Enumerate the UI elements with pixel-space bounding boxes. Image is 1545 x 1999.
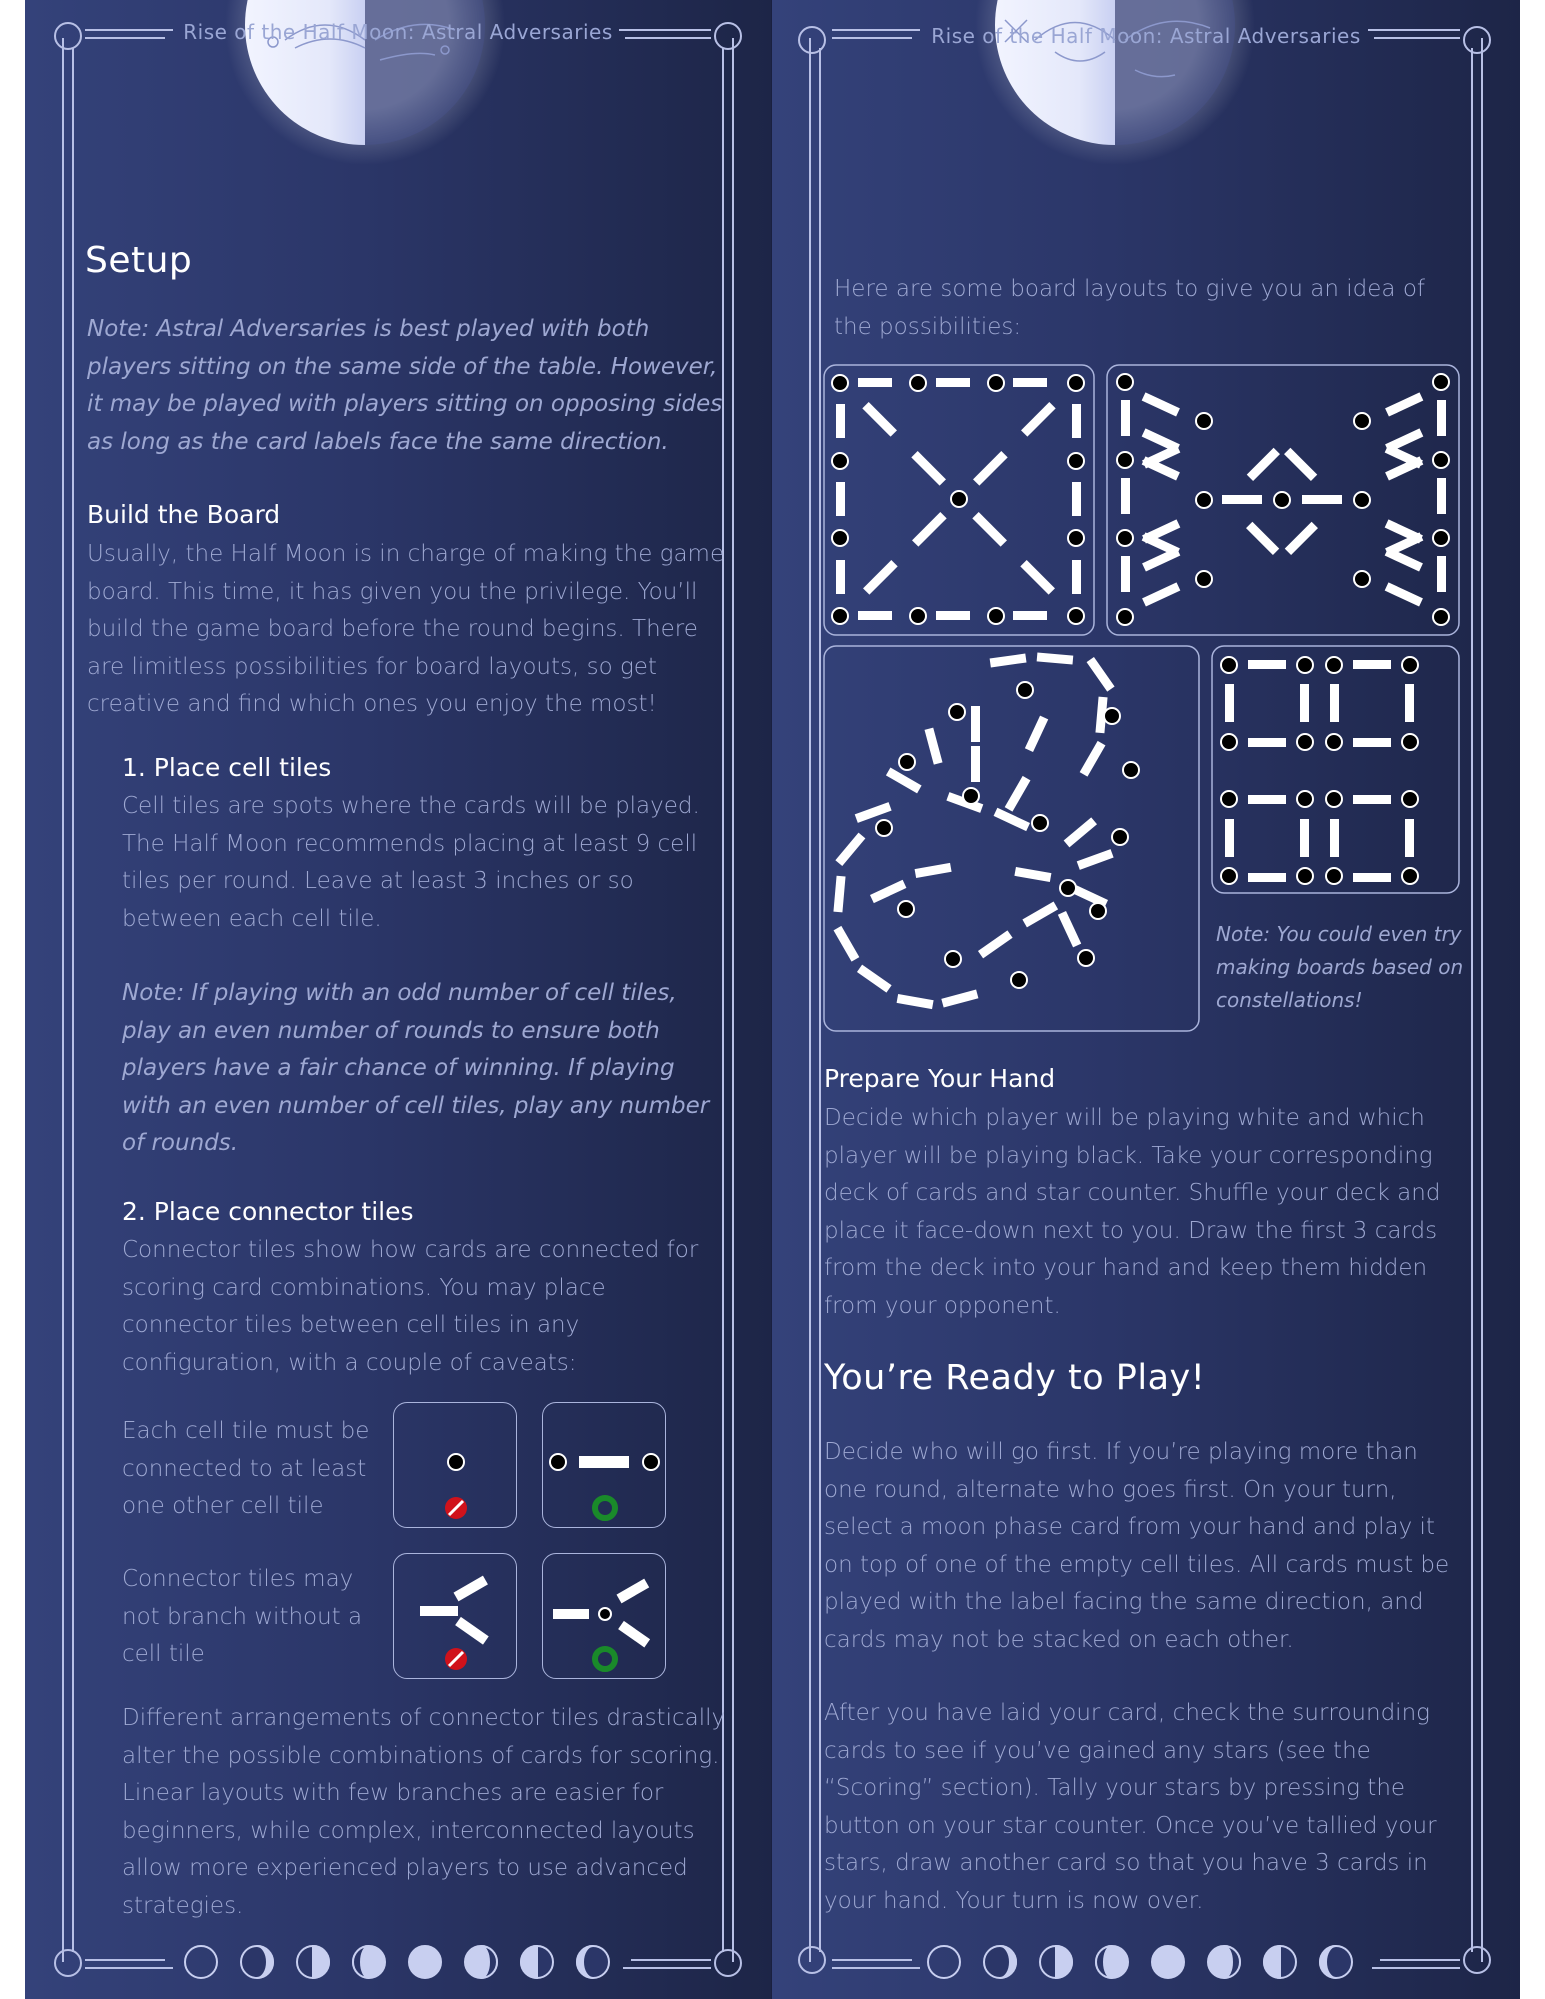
ready-to-play-text-2: After you have laid your card, check the surrounding cards to see if you’ve gained any stars (see the “Scoring” section). Tally your stars by pressing the button on your star counter. Once you’ve tallied your stars, draw another card so that you have 3 cards in your hand. Your turn is now over. xyxy=(824,1700,1437,1914)
ready-to-play-text-1: Decide who will go first. If you’re playing more than one round, alternate who goes first. On your turn, select a moon phase card from your hand and play it on top of one of the empty cell tiles. All cards must be played with the label facing the same direction, and cards may not be stacked on each other. xyxy=(824,1439,1450,1653)
invalid-icon xyxy=(445,1648,467,1670)
rules-page-boards xyxy=(771,0,1520,1999)
section-heading-build-board: Build the Board xyxy=(87,500,281,529)
rules-page-setup xyxy=(25,0,771,1999)
moon-phase-icons xyxy=(772,1942,1520,1982)
caveat-connected-text: Each cell tile must be connected to at least one other cell tile xyxy=(122,1418,370,1519)
banner-title: Rise of the Half Moon: Astral Adversaries xyxy=(183,20,613,44)
prepare-hand-text: Decide which player will be playing white and which player will be playing black. Take your corresponding deck of cards and star counter. Shuffle your deck and place it face-down next to you. Draw the first 3 cards from the deck into your hand and keep them hidden from your opponent. xyxy=(824,1105,1441,1319)
valid-icon xyxy=(595,1649,615,1669)
cell-tiles-text: Cell tiles are spots where the cards will be played. The Half Moon recommends placing at least 9 cell tiles per round. Leave at least 3 inches or so between each cell tile. xyxy=(122,793,700,932)
banner-title: Rise of the Half Moon: Astral Adversaries xyxy=(931,24,1361,48)
build-board-text: Usually, the Half Moon is in charge of making the game board. This time, it has given you the privilege. You’ll build the game board before the round begins. There are limitless possibilities for board layouts, so get creative and find which ones you enjoy the most! xyxy=(87,541,725,717)
step-heading-connector-tiles: 2. Place connector tiles xyxy=(122,1197,414,1226)
connector-tiles-text: Connector tiles show how cards are connected for scoring card combinations. You may place connector tiles between cell tiles in any configuration, with a couple of caveats: xyxy=(122,1237,699,1376)
section-heading-prepare-hand: Prepare Your Hand xyxy=(824,1064,1056,1093)
constellation-note: Note: You could even try making boards based on constellations! xyxy=(1216,922,1464,1012)
invalid-icon xyxy=(445,1497,467,1519)
example-isolated-cell xyxy=(393,1402,517,1528)
example-branch-with-cell xyxy=(542,1553,666,1679)
example-connected-cells xyxy=(542,1402,666,1528)
valid-icon xyxy=(595,1498,615,1518)
arrangements-text: Different arrangements of connector tiles drastically alter the possible combinations of cards for scoring. Linear layouts with few branches are easier for beginners, while complex, interconnected layouts allow more experienced players to use advanced strategies. xyxy=(122,1705,726,1919)
caveat-branch-text: Connector tiles may not branch without a cell tile xyxy=(122,1566,363,1667)
step-heading-cell-tiles: 1. Place cell tiles xyxy=(122,753,332,782)
seating-note: Note: Astral Adversaries is best played with both players sitting on the same side of the table. However, it may be played with players sitting on opposing sides as long as the card labels face the same direction. xyxy=(87,316,723,455)
moon-phase-icons xyxy=(25,1942,771,1982)
page-title: Setup xyxy=(85,240,193,281)
board-four-squares xyxy=(1225,660,1414,882)
odd-tiles-note: Note: If playing with an odd number of cell tiles, play an even number of rounds to ensure both players have a fair chance of winning. If playing with an even number of cell tiles, play any number of rounds. xyxy=(122,980,710,1156)
section-heading-ready-to-play: You’re Ready to Play! xyxy=(824,1358,1206,1398)
board-layouts-intro: Here are some board layouts to give you an idea of the possibilities: xyxy=(834,276,1426,340)
example-branch-without-cell xyxy=(393,1553,517,1679)
